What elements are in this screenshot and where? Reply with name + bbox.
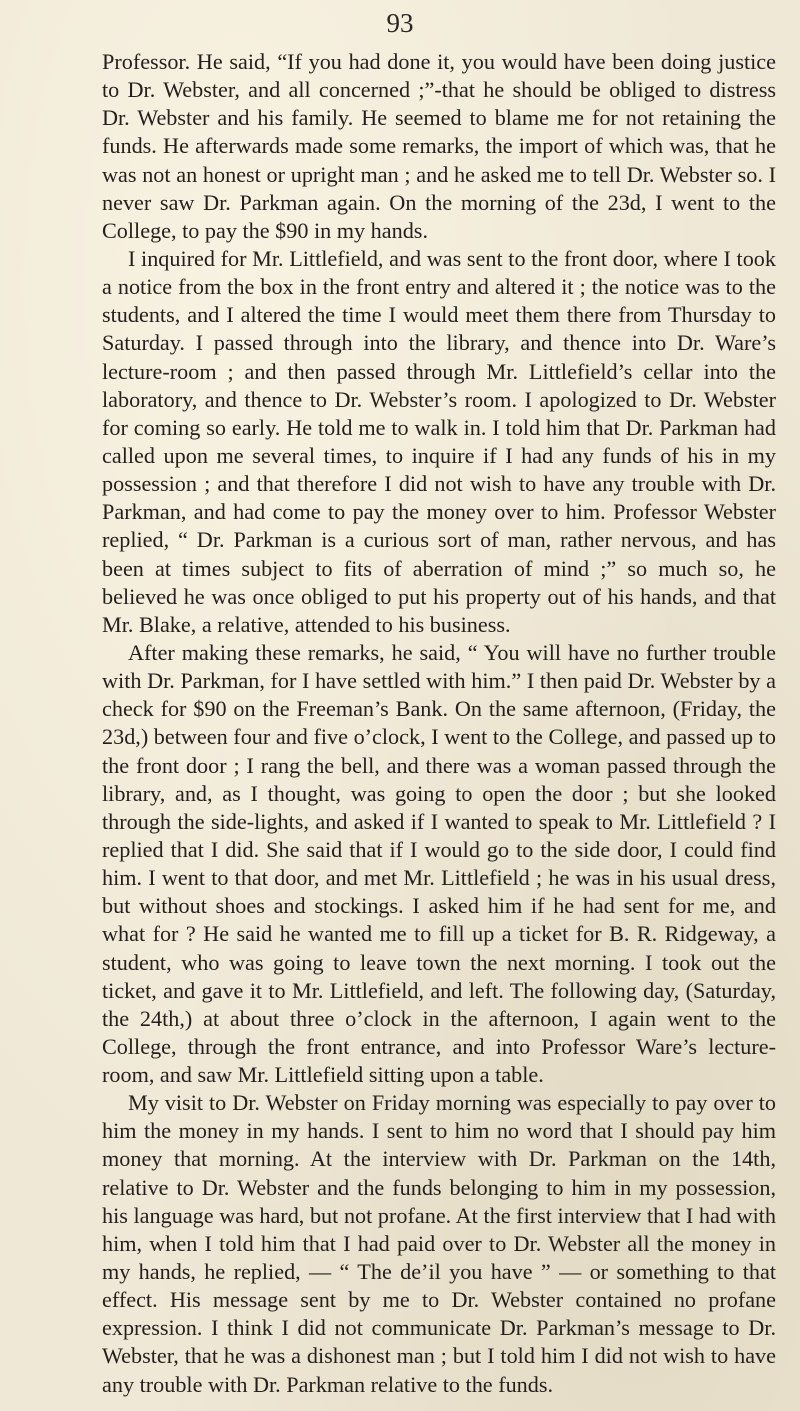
paragraph-1: Professor. He said, “If you had done it, you would have been doing justice to Dr. Webster, and all concerned ;”-that he should be obliged to distress Dr. Webster and his family. He seemed to blame me for not retaining the funds. He afterwards made some remarks, the import of which was, that he was not an honest or upright man ; and he asked me to tell Dr. Webster so. I never saw Dr. Parkman again. On the morning of the 23d, I went to the College, to pay the $90 in my hands. [102, 49, 776, 243]
page-number: 93 [386, 8, 414, 38]
paragraph-3: After making these remarks, he said, “ You will have no further trouble with Dr. Parkman, for I have settled with him.” I then paid Dr. Webster by a check for $90 on the Freeman’s Bank. On the same afternoon, (Friday, the 23d,) between four and five o’clock, I went to the College, and passed up to the front door ; I rang the bell, and there was a woman passed through the library, and, as I thought, was going to open the door ; but she looked through the side-lights, and asked if I wanted to speak to Mr. Littlefield ? I replied that I did. She said that if I would go to the side door, I could find him. I went to that door, and met Mr. Littlefield ; he was in his usual dress, but without shoes and stockings. I asked him if he had sent for me, and what for ? He said he wanted me to fill up a ticket for B. R. Ridgeway, a student, who was going to leave town the next morning. I took out the ticket, and gave it to Mr. Littlefield, and left. The following day, (Saturday, the 24th,) at about three o’clock in the afternoon, I again went to the College, through the front entrance, and into Professor Ware’s lecture-room, and saw Mr. Littlefield sitting upon a table. [102, 639, 776, 1088]
paragraph-4: My visit to Dr. Webster on Friday morning was especially to pay over to him the money in my hands. I sent to him no word that I should pay him money that morning. At the interview with Dr. Parkman on the 14th, relative to Dr. Webster and the funds belonging to him in my possession, his language was hard, but not profane. At the first interview that I had with him, when I told him that I had paid over to Dr. Webster all the money in my hands, he replied, — “ The de’il you have ” — or something to that effect. His message sent by me to Dr. Webster contained no profane expression. I think I did not communicate Dr. Parkman’s message to Dr. Webster, that he was a dishonest man ; but I told him I did not wish to have any trouble with Dr. Parkman relative to the funds. [102, 1090, 776, 1397]
page-text [102, 48, 776, 1399]
paragraph-2: I inquired for Mr. Littlefield, and was sent to the front door, where I took a notice from the box in the front entry and altered it ; the notice was to the students, and I altered the time I would meet them there from Thursday to Saturday. I passed through into the library, and thence into Dr. Ware’s lecture-room ; and then passed through Mr. Littlefield’s cellar into the laboratory, and thence to Dr. Webster’s room. I apologized to Dr. Webster for coming so early. He told me to walk in. I told him that Dr. Parkman had called upon me several times, to inquire if I had any funds of his in my possession ; and that therefore I did not wish to have any trouble with Dr. Parkman, and had come to pay the money over to him. Professor Webster replied, “ Dr. Parkman is a curious sort of man, rather nervous, and has been at times subject to fits of aberration of mind ;” so much so, he believed he was once obliged to put his property out of his hands, and that Mr. Blake, a relative, attended to his business. [102, 245, 776, 637]
